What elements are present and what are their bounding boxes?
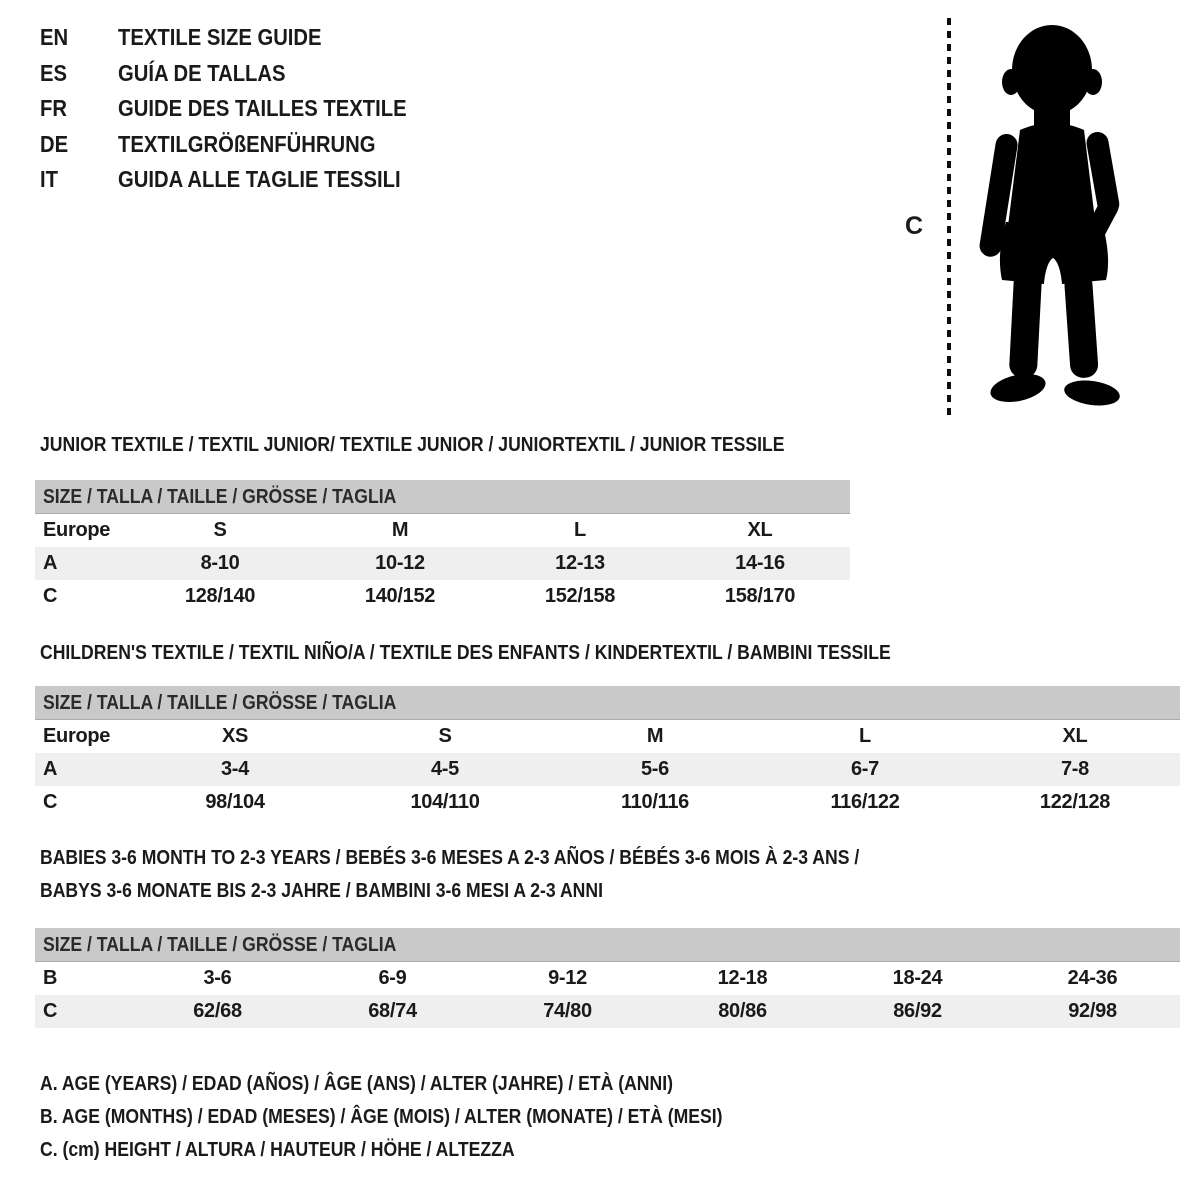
row-label: A <box>35 547 130 580</box>
height-cell: 86/92 <box>830 995 1005 1028</box>
age-cell: 5-6 <box>550 753 760 786</box>
size-cell: S <box>213 519 227 541</box>
height-cell: 116/122 <box>830 791 900 813</box>
language-title-list <box>40 20 446 198</box>
children-size-table <box>35 686 1180 819</box>
age-cell: 3-4 <box>130 753 340 786</box>
junior-size-table <box>35 480 850 613</box>
language-row-it <box>40 162 446 198</box>
language-code: FR <box>40 95 67 121</box>
size-cell: S <box>438 725 452 747</box>
height-cell: 80/86 <box>655 995 830 1028</box>
guide-title-it: GUIDA ALLE TAGLIE TESSILI <box>118 166 401 192</box>
age-cell: 14-16 <box>670 547 850 580</box>
height-cell: 68/74 <box>305 995 480 1028</box>
height-measure-label: C <box>905 212 924 240</box>
size-cell: M <box>646 725 664 747</box>
size-cell: XL <box>747 519 773 541</box>
age-cell: 12-18 <box>717 967 768 989</box>
height-cell: 110/116 <box>621 791 689 813</box>
size-cell: M <box>391 519 409 541</box>
age-cell: 10-12 <box>310 547 490 580</box>
children-height-row <box>35 786 1180 819</box>
babies-size-table-header: SIZE / TALLA / TAILLE / GRÖSSE / TAGLIA <box>35 928 1180 962</box>
legend-age-months: B. AGE (MONTHS) / EDAD (MESES) / ÂGE (MOIS) / ALTER (MONATE) / ETÀ (MESI) <box>40 1106 723 1128</box>
guide-title-fr: GUIDE DES TAILLES TEXTILE <box>118 95 407 121</box>
height-cell: 122/128 <box>1039 791 1111 813</box>
row-label: C <box>43 791 58 813</box>
age-cell: 24-36 <box>1067 967 1118 989</box>
babies-size-table <box>35 928 1180 1028</box>
age-cell: 7-8 <box>970 753 1180 786</box>
toddler-silhouette <box>962 12 1142 417</box>
children-size-table-header: SIZE / TALLA / TAILLE / GRÖSSE / TAGLIA <box>35 686 1180 720</box>
language-row-de <box>40 127 446 163</box>
guide-title-de: TEXTILGRÖßENFÜHRUNG <box>118 130 376 157</box>
language-row-es <box>40 56 446 92</box>
height-cell: 98/104 <box>205 791 265 813</box>
measurement-legend <box>40 1068 816 1167</box>
junior-europe-row <box>35 514 850 547</box>
row-label: C <box>35 995 130 1028</box>
language-row-fr <box>40 91 446 127</box>
height-cell: 158/170 <box>724 585 796 607</box>
language-code: ES <box>40 59 68 86</box>
babies-age-row <box>35 962 1180 995</box>
size-cell: XS <box>221 725 249 747</box>
height-cell: 152/158 <box>544 585 616 607</box>
size-cell: L <box>574 519 586 541</box>
language-row-en <box>40 20 446 56</box>
guide-title-es: GUÍA DE TALLAS <box>118 59 286 86</box>
age-cell: 18-24 <box>892 967 943 989</box>
size-cell: L <box>859 725 871 747</box>
guide-title-en: TEXTILE SIZE GUIDE <box>118 24 322 50</box>
babies-height-row <box>35 995 1180 1028</box>
row-label: Europe <box>43 725 111 747</box>
row-label: Europe <box>43 519 111 541</box>
age-cell: 6-9 <box>378 967 407 989</box>
height-cell: 62/68 <box>130 995 305 1028</box>
height-cell: 92/98 <box>1005 995 1180 1028</box>
legend-height-cm: C. (cm) HEIGHT / ALTURA / HAUTEUR / HÖHE / ALTEZZA <box>40 1139 515 1161</box>
age-cell: 4-5 <box>340 753 550 786</box>
junior-height-row <box>35 580 850 613</box>
children-age-row <box>35 753 1180 786</box>
babies-section-title: BABIES 3-6 MONTH TO 2-3 YEARS / BEBÉS 3-6 MESES A 2-3 AÑOS / BÉBÉS 3-6 MOIS À 2-3 ANS / BABYS 3-6 MONATE BIS 2-3 JAHRE / BAMBINI 3-6 MESI A 2-3 ANNI <box>40 847 860 902</box>
age-cell: 8-10 <box>130 547 310 580</box>
language-code: IT <box>40 166 58 192</box>
junior-size-table-header: SIZE / TALLA / TAILLE / GRÖSSE / TAGLIA <box>35 480 850 514</box>
junior-section-title: JUNIOR TEXTILE / TEXTIL JUNIOR/ TEXTILE JUNIOR / JUNIORTEXTIL / JUNIOR TESSILE <box>40 434 785 456</box>
age-cell: 12-13 <box>490 547 670 580</box>
row-label: B <box>43 967 58 989</box>
legend-age-years: A. AGE (YEARS) / EDAD (AÑOS) / ÂGE (ANS) / ALTER (JAHRE) / ETÀ (ANNI) <box>40 1073 673 1095</box>
age-cell: 6-7 <box>760 753 970 786</box>
size-cell: XL <box>1062 725 1088 747</box>
age-cell: 9-12 <box>548 967 587 989</box>
row-label: C <box>43 585 58 607</box>
language-code: DE <box>40 130 69 157</box>
row-label: A <box>35 753 130 786</box>
children-europe-row <box>35 720 1180 753</box>
height-cell: 104/110 <box>410 791 480 813</box>
height-cell: 128/140 <box>184 585 256 607</box>
children-section-title: CHILDREN'S TEXTILE / TEXTIL NIÑO/A / TEXTILE DES ENFANTS / KINDERTEXTIL / BAMBINI TESSILE <box>40 642 891 664</box>
age-cell: 3-6 <box>203 967 232 989</box>
junior-age-row <box>35 547 850 580</box>
height-measure-dashed-line <box>947 18 951 416</box>
language-code: EN <box>40 24 69 50</box>
height-cell: 74/80 <box>480 995 655 1028</box>
height-cell: 140/152 <box>364 585 436 607</box>
